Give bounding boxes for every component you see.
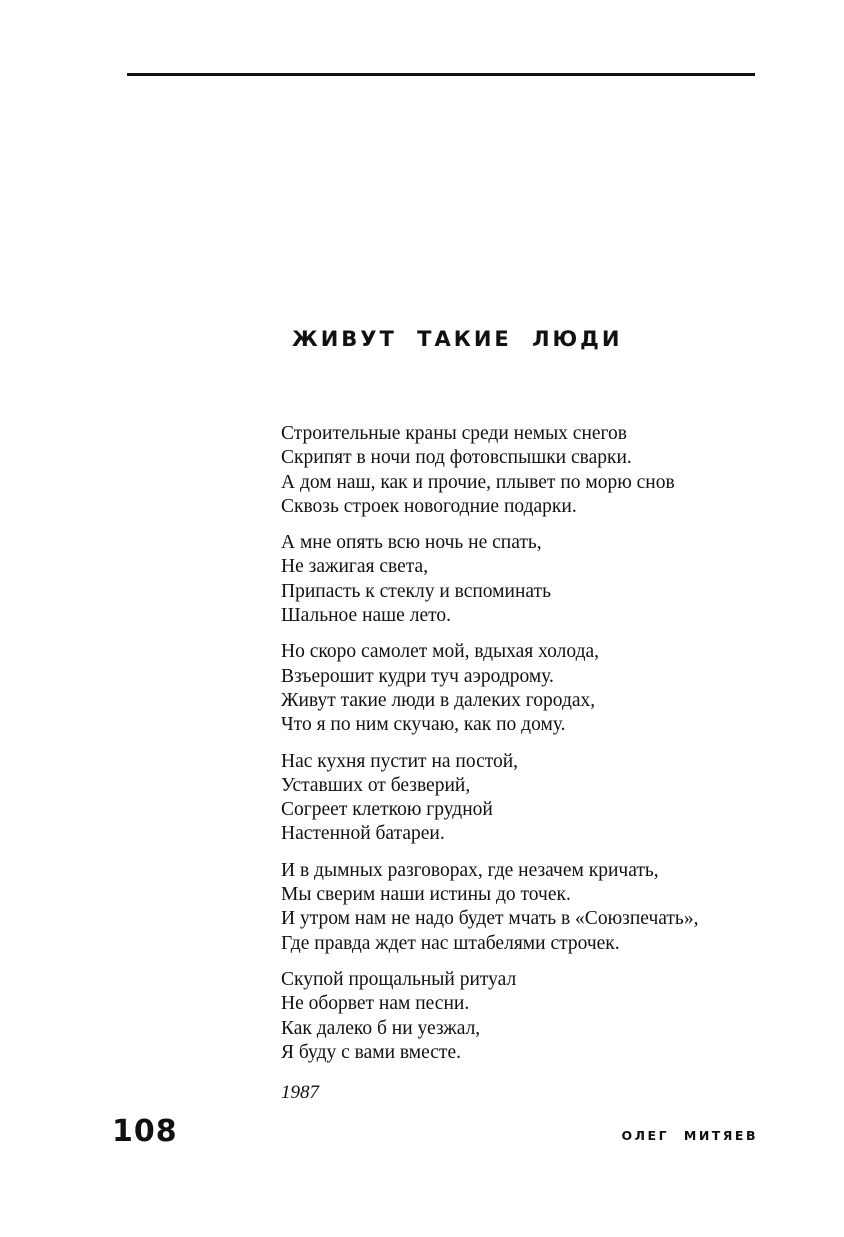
poem-line: А мне опять всю ночь не спать,: [281, 532, 542, 554]
stanza-3: [281, 640, 698, 737]
poem-year: 1987: [281, 1082, 319, 1103]
stanza-4: [281, 750, 698, 847]
poem-body: [281, 422, 698, 1077]
poem-line: Скрипят в ночи под фотовспышки сварки.: [281, 447, 632, 469]
poem-line: Я буду с вами вместе.: [281, 1041, 461, 1063]
poem-line: Строительные краны среди немых снегов: [281, 423, 628, 444]
stanza-5: [281, 859, 698, 956]
stanza-1: [281, 422, 698, 519]
page-number: 108: [112, 1114, 178, 1149]
poem-line: Как далеко б ни уезжал,: [281, 1017, 481, 1039]
poem-line: Настенной батареи.: [281, 823, 445, 845]
poem-line: Что я по ним скучаю, как по дому.: [281, 714, 566, 736]
poem-line: Шальное наше лето.: [281, 605, 451, 627]
top-rule: [127, 73, 755, 76]
poem-line: Но скоро самолет мой, вдыхая холода,: [281, 641, 600, 663]
poem-line: Скупой прощальный ритуал: [281, 968, 517, 990]
poem-line: Уставших от безверий,: [281, 774, 471, 796]
poem-line: Взъерошит кудри туч аэродрому.: [281, 665, 554, 687]
stanza-6: [281, 968, 698, 1065]
poem-line: Где правда ждет нас штабелями строчек.: [281, 932, 620, 954]
poem-line: И в дымных разговорах, где незачем кричать,: [281, 859, 659, 881]
author-name: ОЛЕГ МИТЯЕВ: [621, 1128, 758, 1143]
poem-line: Согреет клеткою грудной: [281, 799, 493, 821]
poem-line: А дом наш, как и прочие, плывет по морю снов: [281, 471, 675, 493]
poem-line: Не оборвет нам песни.: [281, 993, 470, 1015]
poem-line: Не зажигая света,: [281, 556, 429, 578]
stanza-2: [281, 531, 698, 628]
poem-line: Припасть к стеклу и вспоминать: [281, 580, 551, 602]
poem-title: ЖИВУТ ТАКИЕ ЛЮДИ: [292, 327, 623, 351]
poem-line: Сквозь строек новогодние подарки.: [281, 495, 577, 517]
poem-line: И утром нам не надо будет мчать в «Союзпечать»,: [281, 908, 699, 930]
poem-line: Живут такие люди в далеких городах,: [281, 689, 596, 711]
poem-line: Нас кухня пустит на постой,: [281, 750, 519, 772]
poem-line: Мы сверим наши истины до точек.: [281, 884, 571, 906]
